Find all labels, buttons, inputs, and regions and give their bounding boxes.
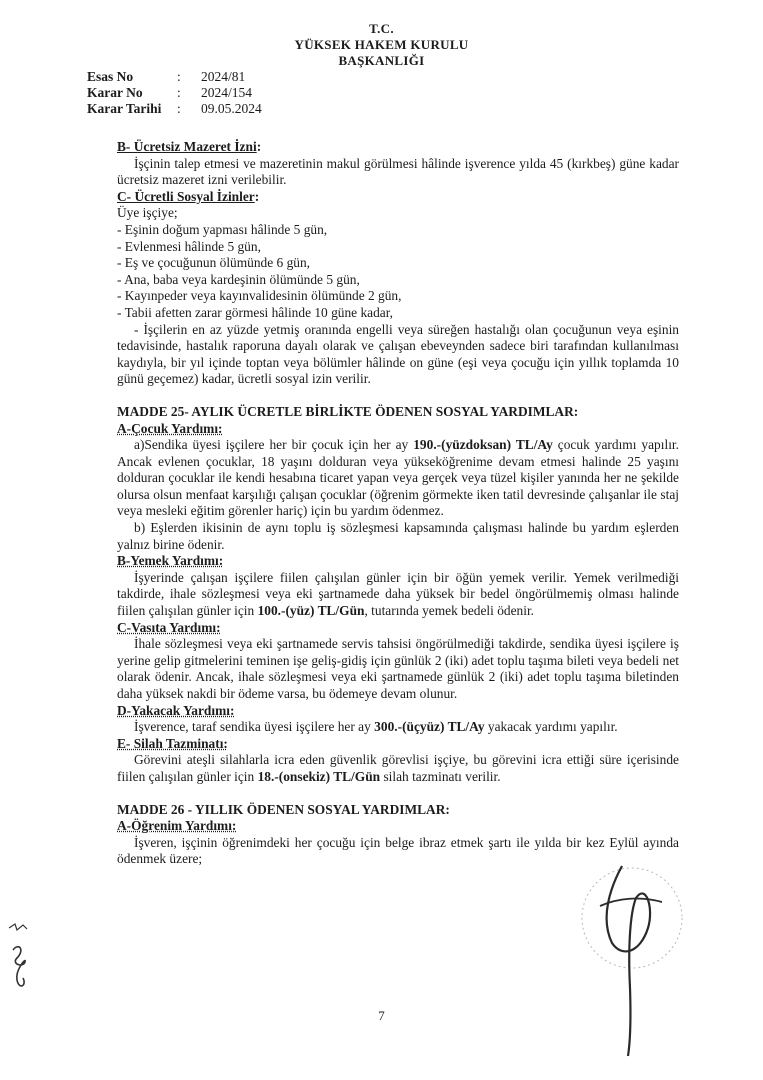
initial-stroke [13,947,25,986]
case-info-value: 09.05.2024 [201,101,262,116]
leave-item: - Evlenmesi hâlinde 5 gün, [117,238,261,254]
leave-item: - Tabii afetten zarar görmesi hâlinde 10 güne kadar, [117,304,394,320]
case-info-label: Esas No [87,69,134,84]
section-b-text: İşçinin talep etmesi ve mazeretinin makul görülmesi hâlinde işverence yılda 45 (kırkbeş) güne kadar ücretsiz mazeret izni verilebilir. [117,155,679,188]
header-institution: YÜKSEK HAKEM KURULU [294,37,469,52]
amount-weapon: 18.-(onsekiz) TL/Gün [257,768,381,784]
section-c-title: C- Ücretli Sosyal İzinler [117,188,255,204]
transport-allowance-heading: C-Vasıta Yardımı: [117,619,221,635]
text-segment: çocuk yardımı yapılır. Ancak evlenen çocuklar, 18 yaşını dolduran veya yükseköğrenime devam etmesi halinde 25 yaşını dolduran çocuklar ile kendi hesabına ticaret yapan veya gerçek veya tüzel kişiler yanında her ne şekilde olursa olsun menfaat karşılığı çalışan çocuklar (öğrenim görmekte iken tatil devresinde çalışanlar ile staj veya mesleki eğitim görenler hariç) için bu yardım ödenmez. [117,437,679,519]
signature-stamp [570,858,690,1058]
transport-allowance-text: İhale sözleşmesi veya eki şartnamede servis tahsisi öngörülmediği takdirde, sendika üyesi işçilere iş yerine gelip gitmelerini teminen işe geliş-gidiş için günlük 2 (iki) adet toplu taşıma bileti veya bedeli net olarak ödenir. Ancak, ihale sözleşmesi veya eki şartnamede günlük 2 (iki) adet toplu taşıma biletinden daha yüksek nakdi bir ödeme varsa, bu ödemeye devam olunur. [117,636,679,701]
initial-stroke [9,924,27,930]
weapon-allowance-heading: E- Silah Tazminatı: [117,735,228,751]
amount-child-allowance: 190.-(yüzdoksan) TL/Ay [413,437,553,453]
fuel-allowance-heading: D-Yakacak Yardımı: [117,702,235,718]
child-allowance-heading: A-Çocuk Yardımı: [117,420,223,436]
leave-item: - Eş ve çocuğunun ölümünde 6 gün, [117,255,311,271]
child-allowance-b: b) Eşlerden ikisinin de aynı toplu iş sözleşmesi kapsamında çalışması halinde bu yardım eşlerden yalnız birine ödenir. [117,520,679,552]
case-info-row [87,69,262,85]
section-c-heading [117,189,679,206]
article-25-title: MADDE 25- AYLIK ÜCRETLE BİRLİKTE ÖDENEN SOSYAL YARDIMLAR: [117,403,579,419]
text-segment: İşverence, taraf sendika üyesi işçilere her ay [134,719,375,735]
section-b-colon: : [256,139,262,154]
document-body [117,139,679,868]
weapon-allowance-text [117,752,679,785]
amount-meal: 100.-(yüz) TL/Gün [257,603,365,619]
section-c-intro: Üye işçiye; [117,205,178,221]
leave-item-disability: - İşçilerin en az yüzde yetmiş oranında engelli veya süreğen hastalığı olan çocuğunun veya eşinin tedavisinde, hastalık raporuna dayalı olarak ve çalışan ebeveynden sadece biri tarafından kullanılması kaydıyla, bir yıl içinde toptan veya bölümler hâlinde on güne (eşi veya çocuğu için yıllık toplamda 10 günü geçemez) kadar, ücretli sosyal izin verilir. [117,321,679,387]
fuel-allowance-text [117,719,679,736]
header-presidency: BAŞKANLIĞI [338,53,425,68]
case-info-row [87,85,262,101]
section-b-heading [117,139,679,156]
article-26-title: MADDE 26 - YILLIK ÖDENEN SOSYAL YARDIMLAR: [117,801,450,817]
case-info-value: 2024/81 [201,69,246,84]
child-allowance-a [117,437,679,520]
case-info-sep: : [177,85,181,100]
leave-item: - Kayınpeder veya kayınvalidesinin ölümünde 2 gün, [117,288,402,304]
page-number: 7 [378,1008,385,1023]
case-info-label: Karar No [87,85,143,100]
header-tc: T.C. [369,21,394,36]
education-allowance-text: İşveren, işçinin öğrenimdeki her çocuğu için belge ibraz etmek şartı ile yılda bir kez Eylül ayında ödenmek üzere; [117,834,679,867]
case-info-sep: : [177,69,181,84]
education-allowance-heading: A-Öğrenim Yardımı: [117,818,237,834]
amount-fuel: 300.-(üçyüz) TL/Ay [374,719,485,735]
meal-allowance-heading: B-Yemek Yardımı: [117,553,224,569]
case-info [87,69,262,117]
text-segment: silah tazminatı verilir. [380,768,501,784]
signature-stroke [607,866,650,1056]
leave-item: - Eşinin doğum yapması hâlinde 5 gün, [117,221,328,237]
text-segment: İşyerinde çalışan işçilere fiilen çalışılan günler için bir öğün yemek verilir. Yemek verilmediği takdirde, ihale sözleşmesi veya eki şartnamede daha yüksek bir bedel öngörülmemiş olması halinde fiilen çalışılan günler için [117,569,679,619]
section-b-title: B- Ücretsiz Mazeret İzni [117,139,257,154]
margin-initials [5,920,33,1000]
case-info-sep: : [177,101,181,116]
case-info-value: 2024/154 [201,85,253,100]
text-segment: yakacak yardımı yapılır. [484,719,618,735]
leave-item: - Ana, baba veya kardeşinin ölümünde 5 gün, [117,271,360,287]
case-info-row [87,101,262,117]
section-c-colon: : [254,188,260,204]
text-segment: a)Sendika üyesi işçilere her bir çocuk için her ay [134,437,414,453]
case-info-label: Karar Tarihi [87,101,162,116]
meal-allowance-text [117,570,679,620]
text-segment: Görevini ateşli silahlarla icra eden güvenlik görevlisi işçiye, bu görevini icra ettiği süre içerisinde fiilen çalışılan günler için [117,752,679,784]
text-segment: , tutarında yemek bedeli ödenir. [364,603,535,619]
